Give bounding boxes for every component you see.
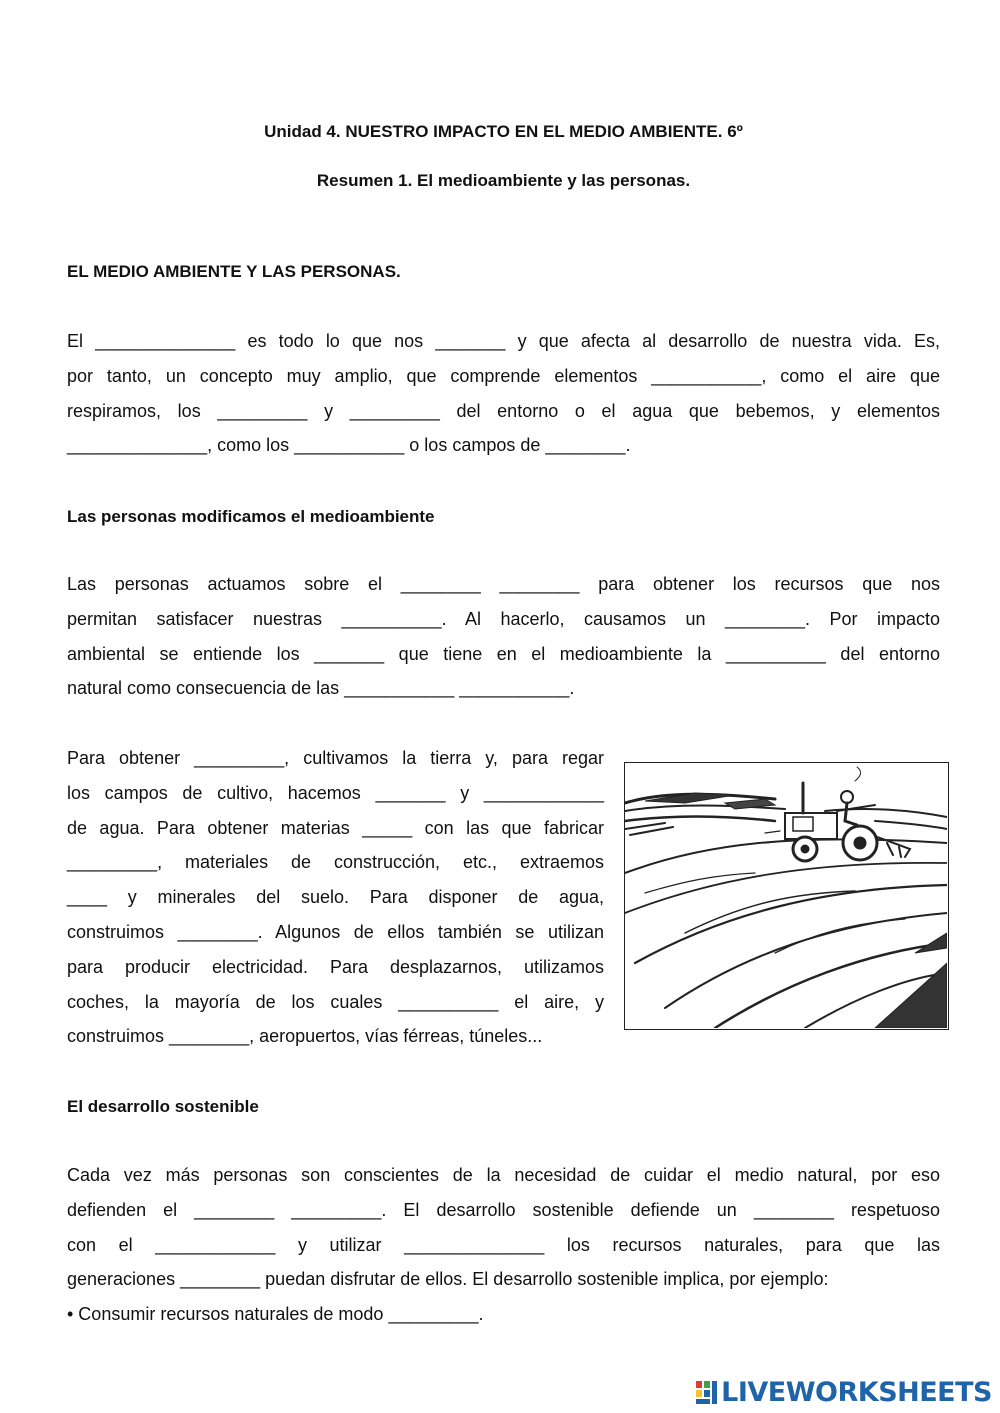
text-line: ambiental se entiende los _______ que tiene en el medioambiente la __________ del entorno xyxy=(67,643,940,664)
text-line: _________, materiales de construcción, etc., extraemos xyxy=(67,852,604,873)
brand-name: LIVEWORKSHEETS xyxy=(721,1376,992,1408)
text-line: respiramos, los _________ y _________ del entorno o el agua que bebemos, y elementos xyxy=(67,400,940,421)
liveworksheets-icon xyxy=(696,1379,718,1405)
text-line: Para obtener _________, cultivamos la tierra y, para regar xyxy=(67,748,604,768)
text-line: por tanto, un concepto muy amplio, que comprende elementos ___________, como el aire que xyxy=(67,365,940,386)
text-line: coches, la mayoría de los cuales __________ el aire, y xyxy=(67,991,604,1012)
tractor-field-icon xyxy=(625,763,947,1028)
text-line: para producir electricidad. Para desplazarnos, utilizamos xyxy=(67,956,604,977)
paragraph-recursos xyxy=(67,741,604,1054)
text-line: Cada vez más personas son conscientes de la necesidad de cuidar el medio natural, por eso xyxy=(67,1165,940,1185)
page-title: Unidad 4. NUESTRO IMPACTO EN EL MEDIO AMBIENTE. 6º xyxy=(264,122,743,141)
section-heading-medio-ambiente: EL MEDIO AMBIENTE Y LAS PERSONAS. xyxy=(67,262,401,281)
page-subtitle: Resumen 1. El medioambiente y las personas. xyxy=(316,171,691,190)
text-line: ____ y minerales del suelo. Para disponer de agua, xyxy=(67,887,604,908)
text-line: de agua. Para obtener materias _____ con las que fabricar xyxy=(67,817,604,838)
tractor-field-illustration xyxy=(624,762,949,1030)
bullet-item: • Consumir recursos naturales de modo _________. xyxy=(67,1304,484,1325)
text-line: ______________, como los ___________ o los campos de ________. xyxy=(67,435,631,456)
text-line: construimos ________. Algunos de ellos también se utilizan xyxy=(67,921,604,942)
text-line: Las personas actuamos sobre el ________ ________ para obtener los recursos que nos xyxy=(67,574,940,594)
text-line: construimos ________, aeropuertos, vías férreas, túneles... xyxy=(67,1026,543,1047)
text-line: permitan satisfacer nuestras __________. Al hacerlo, causamos un ________. Por impacto xyxy=(67,608,940,629)
text-line: El ______________ es todo lo que nos _______ y que afecta al desarrollo de nuestra vida. Es, xyxy=(67,331,940,351)
paragraph-medio-ambiente xyxy=(67,324,940,463)
text-line: defienden el ________ _________. El desarrollo sostenible defiende un ________ respetuoso xyxy=(67,1199,940,1220)
paragraph-sostenible xyxy=(67,1158,940,1332)
text-line: natural como consecuencia de las ___________ ___________. xyxy=(67,678,575,699)
section-heading-sostenible: El desarrollo sostenible xyxy=(67,1097,259,1116)
text-line: generaciones ________ puedan disfrutar de ellos. El desarrollo sostenible implica, por ejemplo: xyxy=(67,1269,829,1290)
liveworksheets-logo xyxy=(696,1377,992,1407)
paragraph-personas xyxy=(67,567,940,706)
section-heading-personas: Las personas modificamos el medioambiente xyxy=(67,507,435,526)
text-line: con el ____________ y utilizar ______________ los recursos naturales, para que las xyxy=(67,1234,940,1255)
text-line: los campos de cultivo, hacemos _______ y ____________ xyxy=(67,782,604,803)
